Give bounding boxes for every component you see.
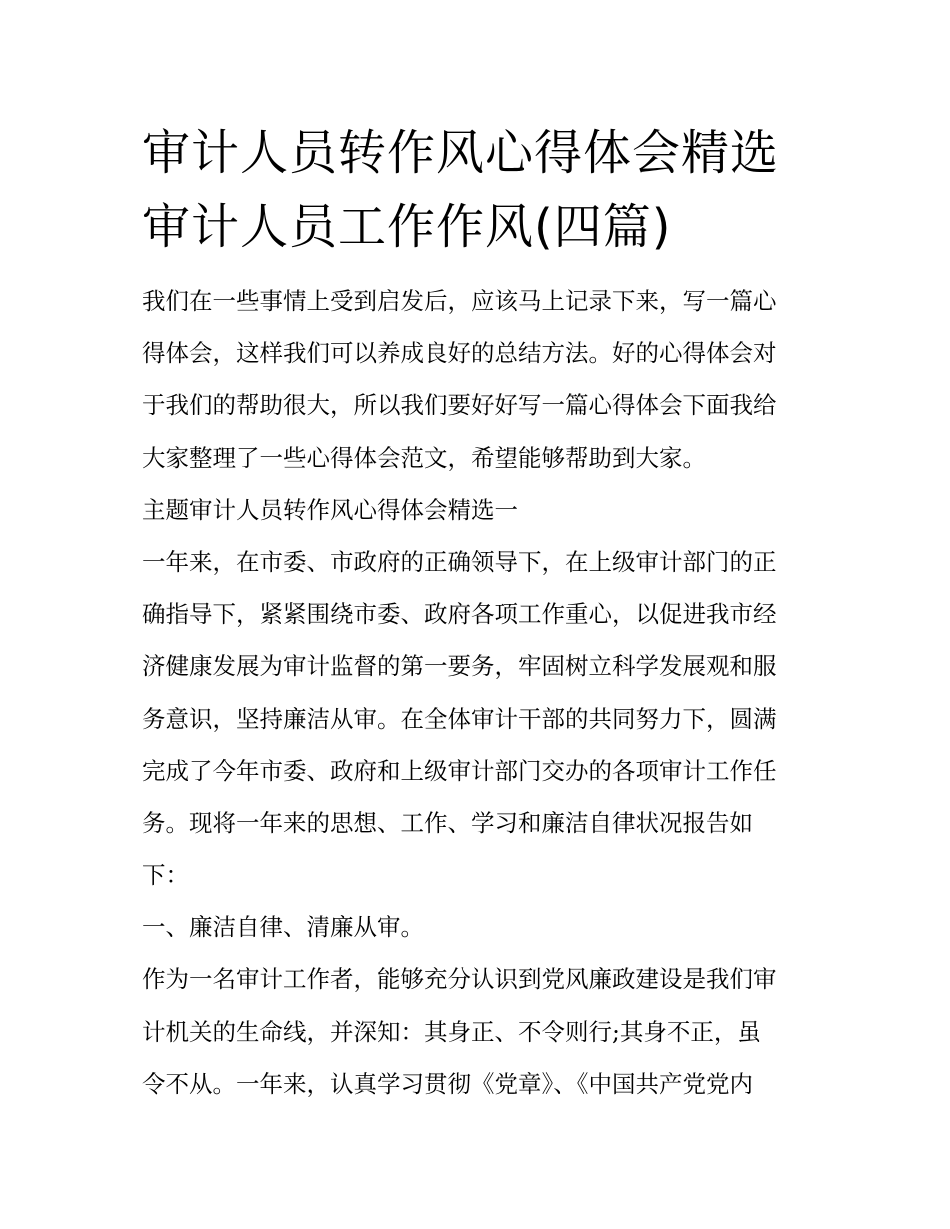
section-heading: 主题审计人员转作风心得体会精选一 [142, 495, 518, 524]
paragraph2-line-2: 计机关的生命线，并深知：其身正、不令则行;其身不正，虽 [142, 1017, 761, 1046]
paragraph-line-6: 务。现将一年来的思想、工作、学习和廉洁自律状况报告如 [142, 808, 753, 837]
subheading: 一、廉洁自律、清廉从审。 [142, 913, 424, 942]
paragraph-line-4: 务意识，坚持廉洁从审。在全体审计干部的共同努力下，圆满 [142, 704, 777, 733]
intro-line-1: 我们在一些事情上受到启发后，应该马上记录下来，写一篇心 [142, 287, 777, 315]
paragraph-line-5: 完成了今年市委、政府和上级审计部门交办的各项审计工作任 [142, 756, 777, 785]
document-body [142, 283, 822, 1118]
paragraph-line-2: 确指导下，紧紧围绕市委、政府各项工作重心，以促进我市经 [142, 600, 777, 629]
document-title [142, 116, 822, 264]
paragraph2-line-3: 令不从。一年来，认真学习贯彻《党章》、《中国共产党党内 [142, 1069, 753, 1098]
title-line-2: 审计人员工作作风(四篇) [142, 199, 672, 255]
paragraph-line-3: 济健康发展为审计监督的第一要务，牢固树立科学发展观和服 [142, 652, 777, 681]
intro-line-2: 得体会，这样我们可以养成良好的总结方法。好的心得体会对 [142, 339, 777, 368]
intro-line-3: 于我们的帮助很大，所以我们要好好写一篇心得体会下面我给 [142, 391, 777, 420]
intro-line-4: 大家整理了一些心得体会范文，希望能够帮助到大家。 [142, 443, 706, 472]
title-line-1: 审计人员转作风心得体会精选 [142, 125, 780, 181]
paragraph-line-7: 下： [142, 861, 189, 890]
paragraph2-line-1: 作为一名审计工作者，能够充分认识到党风廉政建设是我们审 [142, 965, 777, 994]
paragraph-line-1: 一年来，在市委、市政府的正确领导下，在上级审计部门的正 [142, 547, 777, 576]
